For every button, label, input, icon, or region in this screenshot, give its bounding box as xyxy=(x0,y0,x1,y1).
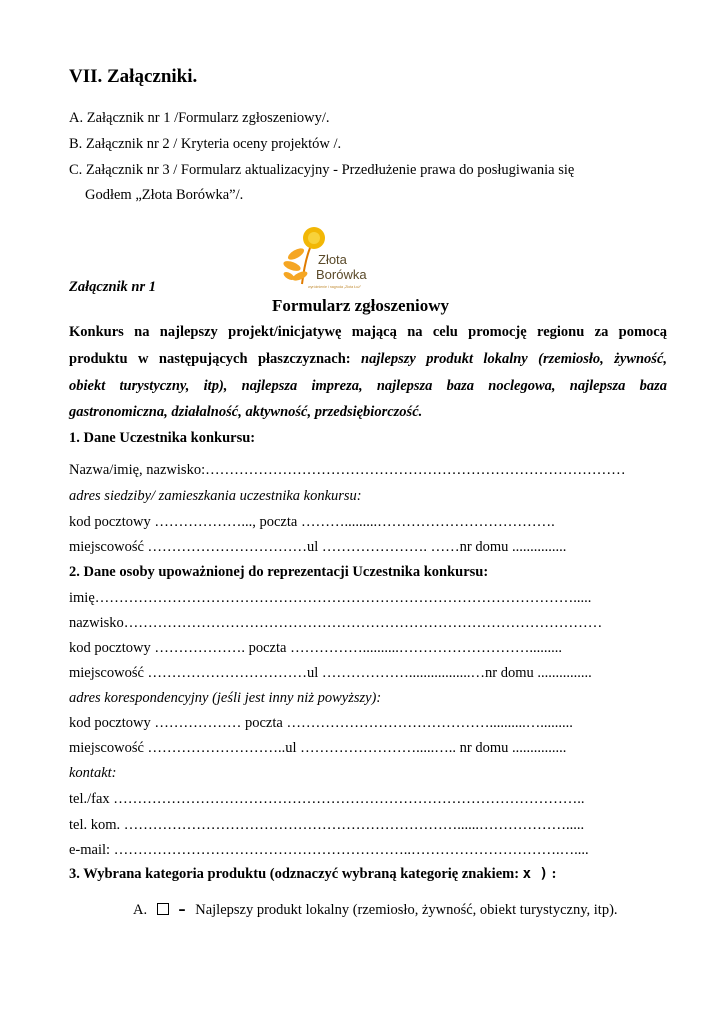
representative-city-field[interactable]: miejscowość ……………………………ul ……………….................…nr domu ............... xyxy=(69,665,592,681)
email-field[interactable]: e-mail: ……………………………………………………..………………………….….... xyxy=(69,842,589,858)
attachment-list-item-c-continued: Godłem „Złota Borówka”/. xyxy=(85,187,244,203)
section-2-heading: 2. Dane osoby upoważnionej do reprezentacji Uczestnika konkursu: xyxy=(69,564,489,580)
zlota-borowka-logo xyxy=(280,224,370,292)
section-3-heading xyxy=(69,866,556,883)
form-intro-line-4: gastronomiczna, działalność, aktywność, przedsiębiorczość. xyxy=(69,404,423,420)
section-1-heading: 1. Dane Uczestnika konkursu: xyxy=(69,430,256,446)
attachment-label: Załącznik nr 1 xyxy=(69,279,157,295)
category-option-a-letter: A. xyxy=(133,902,148,918)
category-option-a[interactable] xyxy=(133,902,618,919)
form-intro-line-2-bold: produktu w następujących płaszczyznach: xyxy=(69,351,351,367)
mobile-phone-field[interactable]: tel. kom. ……………………………………………………………......………………..... xyxy=(69,817,585,833)
category-option-a-checkbox[interactable] xyxy=(157,903,169,915)
representative-postal-field[interactable]: kod pocztowy ………………. poczta ……………..........………………………......... xyxy=(69,640,562,656)
representative-first-name-field[interactable]: imię………………………………………………………………………………………..... xyxy=(69,590,592,606)
form-intro-line-2 xyxy=(69,351,667,368)
section-title: VII. Załączniki. xyxy=(69,66,198,87)
form-intro-line-1: Konkurs na najlepszy projekt/inicjatywę mającą na celu promocję regionu za pomocą xyxy=(69,324,667,340)
category-option-a-label: Najlepszy produkt lokalny (rzemiosło, żywność, obiekt turystyczny, itp). xyxy=(195,902,618,918)
section-3-heading-text: 3. Wybrana kategoria produktu (odznaczyć wybraną kategorię znakiem: xyxy=(69,866,520,882)
selection-mark-example: x ) xyxy=(522,866,548,882)
participant-postal-field[interactable]: kod pocztowy ………………..., poczta ……….........………………………………. xyxy=(69,514,555,530)
participant-name-field[interactable]: Nazwa/imię, nazwisko:…………………………………………………………………………… xyxy=(69,462,626,478)
form-intro-line-2-italic: najlepszy produkt lokalny (rzemiosło, żywność, xyxy=(361,351,668,367)
correspondence-postal-field[interactable]: kod pocztowy ……………… poczta ……………………………………..........…......... xyxy=(69,715,573,731)
dash-icon: – xyxy=(178,902,186,918)
attachment-list-item-b: B. Załącznik nr 2 / Kryteria oceny projektów /. xyxy=(69,136,342,152)
section-3-heading-colon: : xyxy=(551,866,557,882)
logo-tagline: wyróżnienie i nagroda „Złota Łuż” xyxy=(308,285,362,289)
logo-sunflower-icon xyxy=(280,224,370,292)
contact-label: kontakt: xyxy=(69,765,117,781)
attachment-list-item-a: A. Załącznik nr 1 /Formularz zgłoszeniowy/. xyxy=(69,110,330,126)
participant-city-field[interactable]: miejscowość ……………………………ul …………………. ……nr domu ............... xyxy=(69,539,567,555)
participant-address-label: adres siedziby/ zamieszkania uczestnika konkursu: xyxy=(69,488,362,504)
form-intro-line-3: obiekt turystyczny, itp), najlepsza impreza, najlepsza baza noclegowa, najlepsza baza xyxy=(69,378,667,394)
correspondence-city-field[interactable]: miejscowość ………………………..ul …………………….....….. nr domu ............... xyxy=(69,740,567,756)
logo-line1: Złota xyxy=(318,252,347,267)
representative-surname-field[interactable]: nazwisko……………………………………………………………………………………… xyxy=(69,615,603,631)
correspondence-address-label: adres korespondencyjny (jeśli jest inny niż powyższy): xyxy=(69,690,382,706)
form-title: Formularz zgłoszeniowy xyxy=(272,296,450,315)
tel-fax-field[interactable]: tel./fax …………………………………………………………………………………….. xyxy=(69,791,585,807)
logo-line2: Borówka xyxy=(316,267,367,282)
attachment-list-item-c: C. Załącznik nr 3 / Formularz aktualizacyjny - Przedłużenie prawa do posługiwania się xyxy=(69,162,575,178)
